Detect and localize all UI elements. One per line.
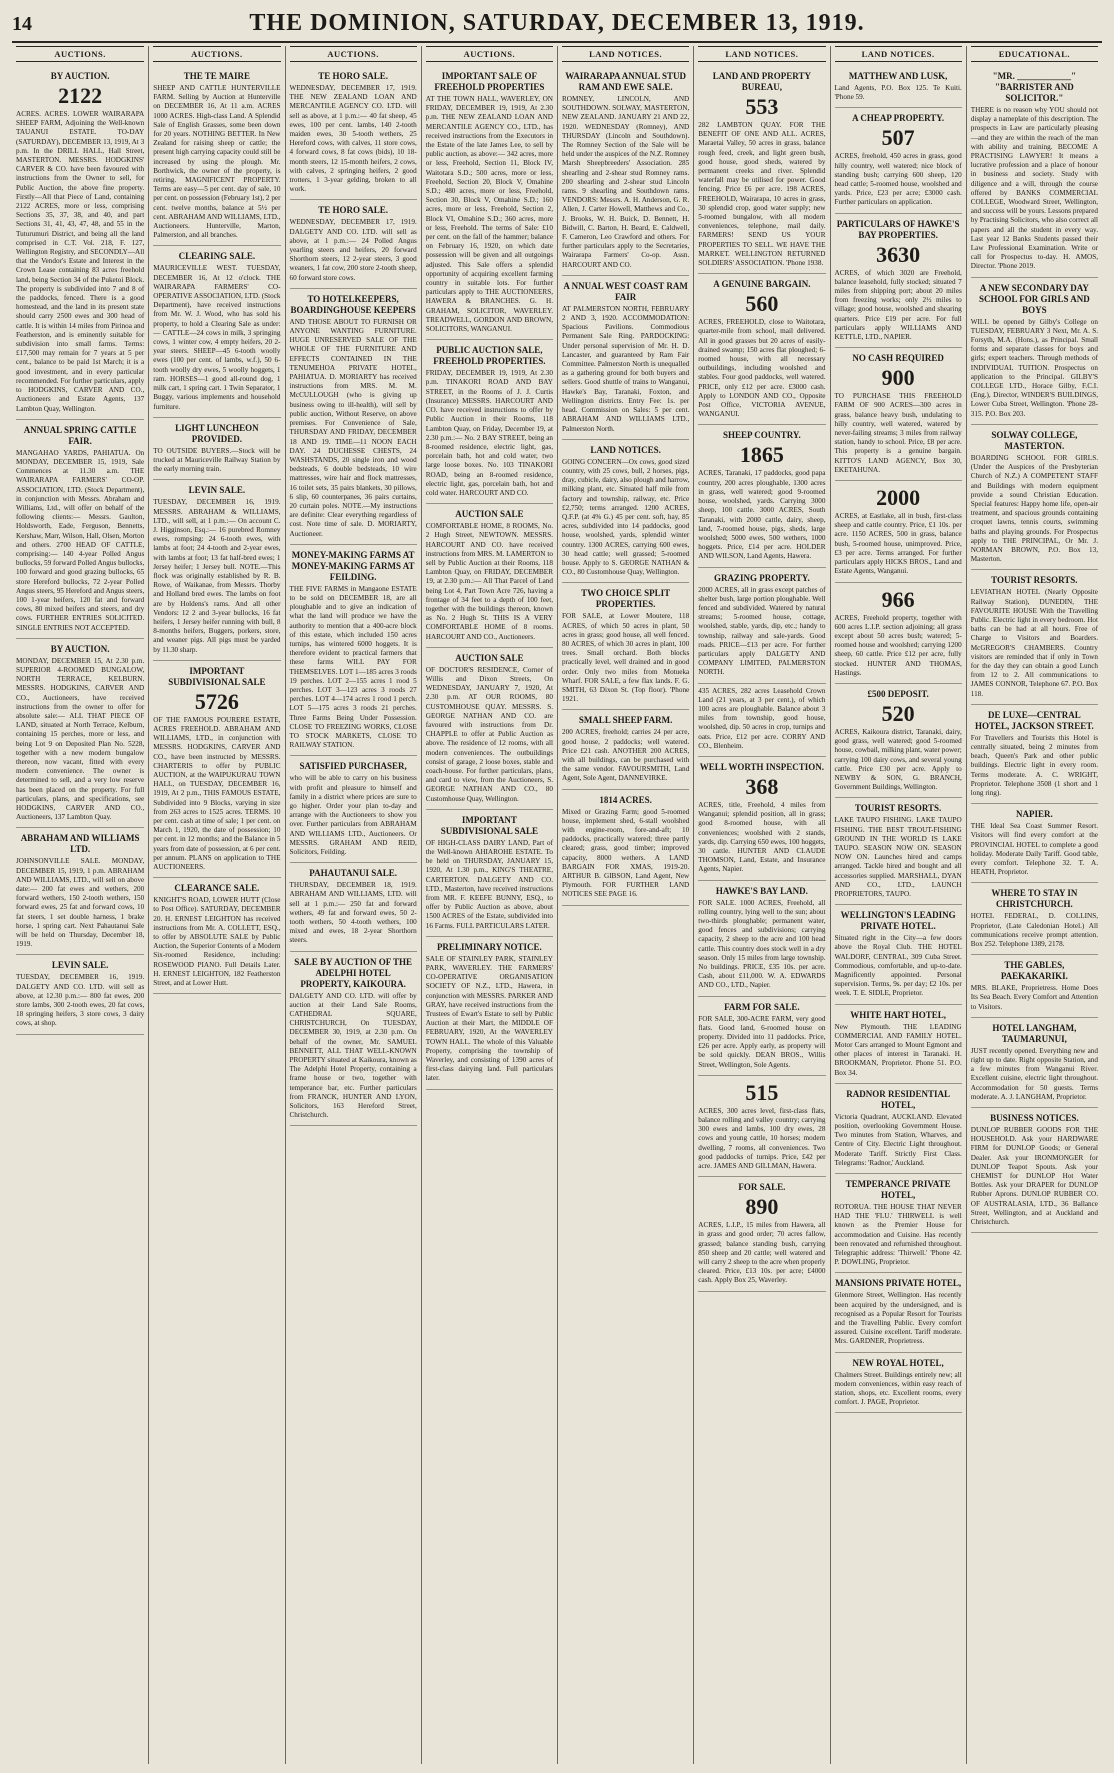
classified-ad: [971, 804, 1098, 883]
newspaper-column: [966, 46, 1102, 1764]
ad-acreage-figure: 507: [881, 125, 915, 151]
ad-body-text: OF DOCTOR'S RESIDENCE, Corner of Willis and Dixon Streets, On WEDNESDAY, JANUARY 7, 1920, At 2.30 p.m. AT OUR ROOMS, 80 CUSTOMHOUSE QUAY. MESSRS. S. GEORGE NATHAN AND CO. are favoured with instructions from Dr. CHAPPLE to offer at Public Auction as above. The residence of 12 rooms, with all modern conveniences. The outbuildings consist of garage, 2 loose boxes, stable and coach-house. For further particulars, plans, and card to view, from the Auctioneers, S. GEORGE NATHAN AND CO., 80 Customhouse Quay, Wellington.: [425, 665, 553, 803]
classified-ad: [835, 214, 962, 349]
classified-ad: [16, 955, 144, 1034]
classified-ad: [426, 340, 553, 504]
ad-headline: THE TE MAIRE: [183, 71, 251, 81]
classified-ad: [426, 648, 553, 810]
ad-body-text: ACRES. ACRES. LOWER WAIRARAPA SHEEP FARM, Adjoining the Well-known TAUANUI ESTATE. TO-DAY (SATURDAY), DECEMBER 13, 1919, At 3 p.m. In the DRILL HALL, Hall Street, MASTERTON. MESSRS. HODGKINS' CARVER & CO. have been favoured with instructions from the Owner to sell, for Public Auction, the above fine property. Firstly—All that Piece of Land, containing 2122 ACRES, more or less, comprising Sections 35, 37, 38, and 40, and part Sections 31, 41, 43, 47, 48, and 55 in the Tuturumuri District, and being all the land comprised in C.T. Vol. 218, F. 127, Wellington Registry, and SECONDLY—All that the Vendor's Estate and Interest in the Crown Lease containing 83 acres freehold land, being Section 34 of the Puketoi Block. The property is subdivided into 7 and 8 of the paddocks, fenced. There is a good homestead, and the land in its present state should carry 2500 ewes and 300 head of cattle. It is within 14 miles from Pirinoa and Featherston, and is eminently suitable for subdivision into small farms. Terms: £17,500 may remain for 7 years at 5 per cent., balance to be paid 1st March; it is a good investment, and in every particular recommended. For further particulars, apply to HODGKINS, CARVER AND CO., Auctioneers and Estate Agents, 137 Lambton Quay, Wellington.: [16, 110, 145, 413]
ad-headline: "MR. ____________" "BARRISTER AND SOLICITOR.": [992, 71, 1077, 103]
column-heading: LAND NOTICES.: [562, 46, 689, 62]
classified-ad: [835, 348, 962, 481]
ad-headline: NEW ROYAL HOTEL,: [852, 1357, 944, 1368]
classified-ad: [153, 878, 280, 994]
ad-headline: BUSINESS NOTICES.: [990, 1113, 1079, 1124]
ad-headline: IMPORTANT SUBDIVISIONAL SALE: [168, 665, 266, 687]
classified-ad: [290, 756, 417, 863]
ad-headline: TO HOTELKEEPERS, BOARDINGHOUSE KEEPERS: [290, 293, 416, 315]
ad-body-text: TUESDAY, DECEMBER 16, 1919. MESSRS. ABRAHAM & WILLIAMS, LTD., will sell, at 1 p.m.:— On account C. J. Higginson, Esq.:— 16 purebred Romney ewes, rompsing: 24 6-tooth ewes, with lambs at foot; 24 4-tooth and 2-year ewes, with lambs at foot; 13 fat half-bred ewes; 1 Jersey heifer; 1 Jersey bull. NOTE.—This flock was originally established by R. B. Rowe, of Waikanae, from Messrs. Thorby and Holland bred ewes. The lambs on foot are by Holdens's rams. And all other Vendors: 12 2 and 3-year bullocks, 16 fat heifers, 1 Jersey heifer running with bull, 8 8-months heifers, Buggers, porkers, store, and weaner pigs. All pigs must be yarded by 11.30 sharp.: [153, 498, 281, 654]
classified-ad: [971, 570, 1098, 704]
ad-body-text: THERE is no reason why YOU should not display a nameplate of this description. The prospects in Law are particularly pleasing—and they are within the reach of the man with ability and training. BECOME A PRACTISING LAWYER! It means a lucrative profession and a place of honour in business and society. Study with diligence and a will, through the course offered by BANKS COMMERCIAL COLLEGE, Woodward Street, Wellington, and success will be yours. Lessons prepared by Practising Solicitors, who also correct all papers and all the student in every way. Last year 12 Banks Students passed their Law Professional Examination. Write or call for Prospectus to-day. H. AMOS, Director. 'Phone 2019.: [970, 106, 1098, 271]
classified-ad: [835, 66, 962, 108]
ad-headline: DE LUXE—CENTRAL HOTEL, JACKSON STREET.: [974, 709, 1094, 731]
ad-headline: SALE BY AUCTION OF THE ADELPHI HOTEL PROPERTY, KAIKOURA.: [294, 956, 412, 989]
ad-acreage-figure: 890: [745, 1194, 779, 1220]
classified-ad: [835, 1353, 962, 1414]
ad-body-text: ACRES, L.I.P., 15 miles from Hawera, all in grass and good order; 70 acres fallow, grassed; balance standing bush, carrying 850 sheep and 20 cattle; well watered and will carry 2 sheep to the acre when properly cleared. Price, £13 10s. per acre; £4000 cash. Apply Box 25, Waverley.: [698, 1221, 826, 1285]
ad-acreage-figure: 900: [881, 365, 915, 391]
classified-ad: [290, 545, 417, 757]
classified-ad: [153, 480, 280, 660]
ad-headline: MANSIONS PRIVATE HOTEL,: [835, 1278, 962, 1289]
classified-ad: [153, 246, 280, 417]
classified-ad: [835, 1273, 962, 1352]
classified-ad: [153, 661, 280, 878]
ad-body-text: FRIDAY, DECEMBER 19, 1919, At 2.30 p.m. TINAKORI ROAD AND BAY STREET, in the Rooms of J. J. Curtis (Insurance) MESSRS. HARCOURT AND CO. have received instructions to offer by Public Auction in their Rooms, 118 Lambton Quay, on Friday, December 19, at 2.30 p.m.:— No. 2 BAY STREET, being an 8-roomed residence, electric light, gas, porcelain bath, hot and cold water, two large loose boxes. No. 103 TINAKORI ROAD, being an 8-roomed residence, electric light, gas, porcelain bath, hot and cold water. HARCOURT AND CO.: [425, 369, 553, 497]
ad-body-text: WILL be opened by Gilby's College on TUESDAY, FEBRUARY 3 Next, Mr. A. S. Forsyth, M.A. (Hons.), as Principal. Small forms and separate classes for boys and girls; expert teachers. Through methods of INDIVIDUAL TUITION. Prospectus on application to the Principal. GILBY'S COLLEGE LTD., Horace Gilby, F.C.I. (Eng.), Director, WINDER'S BUILDINGS, Lower Cuba Street, Wellington. 'Phone 28-315. P.O. Box 203.: [970, 317, 1098, 418]
ad-body-text: SHEEP AND CATTLE HUNTERVILLE FARM. Selling by Auction at Hunterville on DECEMBER 16, At 11 a.m. ACRES 1000 ACRES. High-class Land. A Splendid Sale of English Grasses, some been down for 20 years. NOTHING BETTER. In New Zealand for raising sheep or cattle; the present high carrying capacity could still be increased by using the plough. Mr. Borthwick, the owner of the property, is retiring. MAGNIFICENT PROPERTY. Terms are easy—5 per cent. day of sale, 10 per cent. on possession (February 1st), 2 per cent. twelve months, balance at 5½ per cent. ABRAHAM AND WILLIAMS, LTD., Auctioneers. Hunterville, Marton, Palmerston, and all branches.: [153, 84, 281, 240]
ad-headline: NAPIER.: [1015, 809, 1053, 820]
ad-headline: TE HORO SALE.: [318, 205, 389, 216]
masthead-title: THE DOMINION, SATURDAY, DECEMBER 13, 1919.: [249, 10, 865, 36]
ad-headline: IMPORTANT SUBDIVISIONAL SALE: [440, 814, 539, 836]
ad-headline: WELL WORTH INSPECTION.: [699, 761, 825, 772]
ad-body-text: Chalmers Street. Buildings entirely new; all modern conveniences, within easy reach of station, shops, etc. Excellent rooms, every comfort. J. PAGE, Proprietor.: [834, 1370, 962, 1407]
classified-ad: [971, 66, 1098, 278]
ad-headline: WHITE HART HOTEL,: [850, 1009, 947, 1020]
ad-body-text: FOR SALE, at Lower Moutere, 118 ACRES, of which 50 acres in plant, 50 acres in grass; good house, all well fenced. 80 ACRES, of which 30 acres in plant, 100 trees. Small orchard. Both blocks practically level, well drained and in good order. Only two miles from Motueka Wharf. FOR SALE, a few flax lands. F. G. SMITH, 63 Dixon St. (Top floor). 'Phone 1921.: [562, 612, 690, 704]
classified-ad: [835, 684, 962, 798]
ad-acreage-figure: 1865: [739, 442, 784, 468]
page-number: 14: [12, 13, 32, 35]
classified-ad: [698, 997, 825, 1076]
ad-body-text: ACRES, Freehold property, together with 600 acres L.I.P. section adjoining; all grass except about 50 acres bush; watered; 5-roomed house and woolshed; carrying 1200 sheep, 60 cattle. Price £12 per acre, fully stocked. HUNTER AND THOMAS, Hastings.: [834, 613, 962, 677]
classified-ad: [153, 66, 280, 246]
ad-headline: NO CASH REQUIRED: [852, 353, 944, 364]
classified-ad: [835, 798, 962, 905]
column-heading: EDUCATIONAL.: [971, 46, 1098, 62]
newspaper-column: [830, 46, 966, 1764]
ad-headline: SATISFIED PURCHASER,: [299, 761, 407, 772]
ad-acreage-figure: 515: [745, 1079, 779, 1105]
classified-ad: [971, 425, 1098, 570]
classified-ad: [698, 757, 825, 881]
ad-headline: GRAZING PROPERTY.: [713, 572, 810, 583]
ad-headline: MONEY-MAKING FARMS AT MONEY-MAKING FARMS AT FEILDING.: [291, 549, 415, 582]
ad-body-text: ACRES, title, Freehold, 4 miles from Wanganui; splendid position, all in grass; good 8-roomed house, with all conveniences; woolshed with 2 stands, yards, dip. Carrying 650 ewes, 100 hoggets, 30 cattle. HUNTER AND CLAUDE THOMSON, Land, Estate, and Insurance Agents, Napier.: [698, 800, 826, 874]
ad-headline: TOURIST RESORTS.: [854, 803, 942, 814]
ad-headline: SOLWAY COLLEGE, MASTERTON.: [991, 429, 1078, 451]
ad-headline: PUBLIC AUCTION SALE, FREEHOLD PROPERTIES.: [433, 345, 546, 367]
ad-body-text: THURSDAY, DECEMBER 18, 1919. ABRAHAM AND WILLIAMS, LTD. will sell at 1 p.m.:— 250 fat and forward wethers, 49 fat and forward ewes, 50 2-tooth wethers, 50 4-tooth wethers, 100 mixed and ewes, 18 2-year Shorthorn steers.: [289, 881, 417, 945]
classified-ad: [16, 828, 144, 955]
classified-ad: [153, 418, 280, 481]
ad-body-text: COMFORTABLE HOME, 8 ROOMS, No. 2 Hugh Street, NEWTOWN. MESSRS. HARCOURT AND CO. have received instructions from MRS. M. LAMERTON to sell by Public Auction at their Rooms, 118 Lambton Quay, on FRIDAY, DECEMBER 19, at 2.30 p.m.:— All That Parcel of Land being Lot 4, Part Town Acre 726, having a frontage of 34 feet to a depth of 100 feet, together with the buildings thereon, known as No. 2 Hugh St. THIS IS A VERY COMFORTABLE HOME of 8 rooms. HARCOURT AND CO., Auctioneers.: [425, 522, 553, 641]
classified-ad: [290, 200, 417, 288]
classified-ad: [698, 66, 825, 274]
ad-body-text: WEDNESDAY, DECEMBER 17, 1919. DALGETY AND CO. LTD. will sell as above, at 1 p.m.:— 24 Polled Angus yearling steers and heifers, 20 forward Shorthorn steers, 12 2-year steers, 3 good weaners, 1 fat cow, 200 store 2-tooth sheep, 60 forward store cows.: [289, 218, 417, 282]
classified-ad: [835, 481, 962, 582]
ad-headline: AUCTION SALE: [455, 509, 524, 520]
column-heading: AUCTIONS.: [153, 46, 280, 62]
classified-ad: [971, 955, 1098, 1018]
classified-ad: [698, 1177, 825, 1291]
classified-ad: [562, 790, 689, 906]
ad-acreage-figure: 3630: [876, 241, 921, 267]
classified-ad: [971, 1018, 1098, 1108]
classified-ad: [835, 1174, 962, 1273]
ad-body-text: Situated right in the City—a few doors above the Royal Club. THE HOTEL WALDORF, CENTRAL, 309 Cuba Street. Commodious, comfortable, and up-to-date. Magnificently appointed. Personal supervision. Terms, 9s. per day; £2 10s. per week. T. E. SIDLE, Proprietor.: [834, 934, 962, 998]
ad-body-text: Mixed or Grazing Farm; good 5-roomed house, implement shed, 6-stall woolshed with engine-room, fore-and-aft; 10 paddocks, practically watered; three partly cleared; grass, good timber; improved capacity, 8000 wethers. A LAND BARGAIN FOR XMAS, 1919-20. ARTHUR B. GIBSON, Land Agent, New Plymouth. FOR FURTHER LAND NOTICES SEE PAGE 16.: [562, 807, 690, 899]
column-heading: AUCTIONS.: [290, 46, 417, 62]
ad-headline: FOR SALE.: [738, 1182, 786, 1193]
ad-headline: £500 DEPOSIT.: [867, 688, 929, 699]
ad-headline: LAND AND PROPERTY BUREAU,: [712, 71, 811, 92]
classified-ad: [562, 66, 689, 276]
ad-headline: A CHEAP PROPERTY.: [852, 113, 945, 124]
classified-ad: [835, 905, 962, 1004]
classified-ad: [698, 568, 825, 684]
classified-ad: [290, 863, 417, 951]
ad-headline: WHERE TO STAY IN CHRISTCHURCH.: [991, 888, 1078, 910]
newspaper-column: [557, 46, 693, 1764]
ad-body-text: ACRES, at Eastlake, all in bush, first-class sheep and cattle country. Price, £1 10s. per acre. 1150 ACRES, 500 in grass, balance bush, 5-roomed house, unimproved. Price, £3 per acre. Terms arranged. For further particulars apply HICKS BROS., Land and Estate Agents, Wanganui.: [834, 512, 962, 576]
ad-headline: CLEARANCE SALE.: [174, 883, 260, 894]
classified-ad: [835, 108, 962, 213]
ad-body-text: ACRES, freehold, 450 acres in grass, good hilly country, well watered; nice block of standing bush; carrying 600 sheep, 120 head cattle; 5-roomed house, woolshed and yards. Price, £23 per acre; £3000 cash. Further particulars on application.: [834, 152, 962, 207]
ad-acreage-figure: 2122: [58, 83, 103, 108]
classified-ad: [835, 583, 962, 684]
ad-headline: ANNUAL SPRING CATTLE FAIR.: [23, 424, 137, 446]
ad-body-text: TUESDAY, DECEMBER 16, 1919. DALGETY AND CO. LTD. will sell as above, at 12.30 p.m.:— 800 fat ewes, 200 store lambs, 300 2-tooth ewes, 20 fat cows, 18 springing heifers, 3 store cows, 3 dairy cows, at shop.: [16, 973, 145, 1028]
ad-body-text: Victoria Quadrant, AUCKLAND. Elevated position, overlooking Government House. Two minutes from Station, Wharves, and Centre of City. Electric Light throughout. Moderate Tariff. Strictly First Class. Telegrams: 'Radnor,' Auckland.: [834, 1112, 962, 1167]
classified-ad: [290, 66, 417, 200]
classified-ad: [971, 278, 1098, 425]
ad-headline: IMPORTANT SALE OF FREEHOLD PROPERTIES: [434, 71, 545, 92]
ad-body-text: DUNLOP RUBBER GOODS FOR THE HOUSEHOLD. Ask your HARDWARE FIRM for DUNLOP Goods; or General Dealer. Ask your IRONMONGER for DUNLOP Teapot Spouts. Ask your CHEMIST for DUNLOP Hot Water Bottles. Ask your DRAPER for DUNLOP Rubber Aprons. DUNLOP RUBBER CO. OF AUSTRALASIA, LTD., 36 Ballance Street, Wellington, and at Auckland and Christchurch.: [970, 1126, 1098, 1227]
column-heading: LAND NOTICES.: [698, 46, 825, 62]
ad-headline: SHEEP COUNTRY.: [722, 430, 801, 441]
ad-headline: FARM FOR SALE.: [724, 1001, 800, 1012]
ad-headline: HAWKE'S BAY LAND.: [715, 885, 808, 896]
ad-body-text: SALE OF STAINLEY PARK, STAINLEY PARK, WAVERLEY. THE FARMERS' CO-OPERATIVE ORGANISATION SOCIETY OF N.Z., LTD., Hawera, in conjunction with MESSRS. PARKER AND GRAY, have received instructions from the Trustees of Ewart's Estate to sell by Public Auction at their Mart, the MIDDLE OF FEBRUARY, 1920, At the WAVERLEY TOWN HALL. The whole of this Valuable Property, comprising the township of Waverley, and consisting of 1390 acres of first-class dairying land. Full particulars later.: [425, 954, 553, 1083]
ad-body-text: LEVIATHAN HOTEL (Nearly Opposite Railway Station), DUNEDIN, THE FAVOURITE HOUSE With the Travelling Public. Electric light in every bedroom. Hot baths can be had at all hours. Free of Charge to Visitors and Boarders. McGREGOR'S CHAMBERS. Country visitors are reminded that if only in Town for the day they can obtain a good Lunch from 12 to 2. All communications to JAMES CONNOR, Telephone 67. P.O. Box 118.: [970, 588, 1098, 698]
ad-headline: LEVIN SALE.: [188, 485, 246, 496]
ad-body-text: AND THOSE ABOUT TO FURNISH OR ANYONE WANTING FURNITURE. HUGE UNRESERVED SALE OF THE WHOLE OF THE FURNITURE AND EFFECTS CONTAINED IN THE TENUMEHOA PRIVATE HOTEL, PAHIATUA. D. MORIARTY has received instructions from MRS. M. M. McCULLOUGH (who is giving up business owing to ill-health), will sell by public auction, Without Reserve, on above premises. For Convenience of Sale, THURSDAY AND FRIDAY, DECEMBER 18 AND 19. TIME—11 NOON EACH DAY. 24 DUCHESSE CHESTS, 24 WASHSTANDS, 20 single iron and wood bedsteads, 6 double bedsteads, 10 wire mattresses, wire hair and flock mattresses, 16 toilet sets, 35 pairs blankets, 30 pillows, 6 slip, 60 counterpanes, 36 pairs curtains, 20 curtain poles. NOTE.—My instructions are definite: Clear everything regardless of cost. Note time of sale. D. MORIARTY, Auctioneer.: [289, 317, 417, 538]
ad-headline: LIGHT LUNCHEON PROVIDED.: [175, 422, 259, 444]
ad-body-text: GOING CONCERN—Ox cows, good sized country, with 25 cows, bull, 2 horses, pigs, dray, cubicle, dairy, also plough and harrow, milking plant, etc. Situated half mile from factory and township, railway, etc. Price £2,750; terms arranged. 1200 ACRES, Q.F.P. (at 4% G.) 45 per cent. soft, hay, 85 acres, subdivided into 14 paddocks, good house, woolshed, yards, splendid winter country. 1300 ACRES, carrying 600 ewes, 30 head cattle; well grassed; 5-roomed house. Apply to S. GEORGE NATHAN & CO., 80 Customhouse Quay, Wellington.: [562, 457, 690, 577]
ad-body-text: AT PALMERSTON NORTH, FEBRUARY 2 AND 3, 1920. ACCOMMODATION: Spacious Pavilions. Commodious Permanent Sale Ring. PARDOCKING: Under personal supervision of Mr. H. D. Lancaster, and guaranteed by Ram Fair Committee. Palmerston North is unequalled as a gathering ground for both buyers and sellers. Good shuttle of trains to Wanganui, Hawke's Bay, Taranaki, Foxton, and Wellington districts. Entry Fee: 1s. per head. Commission on Sales: 5 per cent. ABRAHAM AND WILLIAMS LTD., Palmerston North.: [562, 304, 690, 433]
ad-acreage-figure: 966: [881, 586, 915, 612]
ad-body-text: AT THE TOWN HALL, WAVERLEY, ON FRIDAY, DECEMBER 19, 1919, At 2.30 p.m. THE NEW ZEALAND LOAN AND MERCANTILE AGENCY CO., LTD., has received instructions from the Executors in the Estate of the late James Lee, to sell by public auction, as above:— 342 acres, more or less, Freehold, Section 11, Block IV, Waitotara S.D.; 500 acres, more or less, Freehold, Section 20, Block V, Omahine S.D.; 480 acres, more or less, Freehold, Section 30, Block V, Omahine S.D.; 160 acres, more or less, Freehold, Section 2, Block VI, Omahine S.D.; 360 acres, more or less, Freehold. The terms of Sale: £10 per cent. on the fall of the hammer; balance on February 16, 1920, on which date possession will be given and all outgoings adjusted. This Sale offers a splendid opportunity of acquiring excellent farming country in suitable lots. For further particulars apply to THE AUCTIONEERS, HAWERA & BRANCHES. G. H. GRAHAM, SOLICITOR, WAVERLEY. TREADWELL, GORDON AND BROWN, SOLICITORS, WANGANUI.: [425, 95, 553, 334]
ad-headline: THE GABLES, PAEKAKARIKI.: [1000, 960, 1068, 982]
ad-body-text: New Plymouth. THE LEADING COMMERCIAL AND FAMILY HOTEL. Motor Cars arranged to Mount Egmont and other places of interest in Taranaki. H. BROOKMAN, Proprietor. Phone 51. P.O. Box 34.: [834, 1022, 962, 1077]
ad-headline: TWO CHOICE SPLIT PROPERTIES.: [581, 588, 671, 610]
ad-body-text: ACRES, FREEHOLD, close to Waitotara, quarter-mile from school, mail delivered. All in good grasses but 20 acres of easily-drained swamp; 150 acres flat ploughed; 6-roomed house, with all necessary outbuildings, including woolshed and stables. Four good paddocks, well watered. PRICE, only £12 per acre. £3000 cash. Apply to LONDON AND CO., Opposite Post Office, VICTORIA AVENUE, WANGANUI.: [698, 318, 826, 419]
classified-ad: [562, 710, 689, 789]
ad-acreage-figure: 368: [745, 773, 779, 799]
classified-ad: [426, 504, 553, 648]
ad-headline: A GENUINE BARGAIN.: [713, 279, 811, 290]
ad-headline: ABRAHAM AND WILLIAMS LTD.: [20, 833, 140, 855]
masthead: [12, 10, 1102, 43]
ad-body-text: who will be able to carry on his business with profit and pleasure to himself and family in a district where prices are sure to go higher. Order your plan to-day and arrange with the Auctioneers to show you over. Further particulars from ABRAHAM AND WILLIAMS LTD., Auctioneers. Or MESSRS. GRAHAM AND REID, Solicitors, Feilding.: [289, 774, 417, 857]
ad-body-text: ACRES, Taranaki, 17 paddocks, good papa country, 200 acres ploughable, 1300 acres in grass, well watered; good 9-roomed house, woolshed, yards. Carrying 3000 sheep, 100 cattle. 3000 ACRES, South Taranaki, with 2000 cattle, dairy, sheep, land, 7-roomed house, pigs, sheds, large woolshed; 5000 ewes, 500 wethers, 1000 hoggets. Price, £14 per acre. HOLDER AND WILSON, Land Agents, Hawera.: [698, 469, 826, 561]
classified-ad: [698, 881, 825, 997]
ad-headline: TE HORO SALE.: [318, 71, 389, 81]
ad-body-text: WEDNESDAY, DECEMBER 17, 1919. THE NEW ZEALAND LOAN AND MERCANTILE AGENCY CO. LTD. will sell as above, at 1 p.m.:— 40 fat sheep, 45 ewes, 100 per cent. lambs, 140 2-tooth maiden ewes, 30 5-tooth wethers, 25 Hereford cows, with calves, 11 store cows, 4 forward cows, 8 fat cows (bids), 10 18-month steers, 12 15-month heifers, 2 cows, with calves, 2 springing heifers, 2 good trotters, 1 3-year gelding, broken to all work.: [289, 84, 417, 194]
ad-body-text: OF HIGH-CLASS DAIRY LAND, Part of the Well-known AHIAROHE ESTATE. To be held on THURSDAY, JANUARY 15, 1920, At 1.30 p.m., KING'S THEATRE, CARTERTON. DALGETY AND CO. LTD., Masterton, have received instructions from MR. F. KEEFE BUNNY, ESQ., to offer by Public Auction as above, about 1500 ACRES of the Estate, subdivided into 16 Farms. FULL PARTICULARS LATER.: [425, 838, 553, 930]
classified-ad: [698, 425, 825, 567]
newspaper-column: [148, 46, 284, 1764]
ad-body-text: MRS. BLAKE, Proprietress. Home Does Its Sea Beach. Every Comfort and Attention to Visitors.: [970, 984, 1098, 1011]
classified-ad: [426, 810, 553, 937]
ad-body-text: THE FIVE FARMS in Mangaone ESTATE to be sold on DECEMBER 18, are all ploughable and to give an indication of what the land will produce we have the authority to mention that a 400-acre block of this estate, which included 150 acres turnips, has wintered 6000 hoggets. It is therefore evident to practical farmers that these farms WILL PAY FOR THEMSELVES. LOT 1—185 acres 3 roods 19 perches. LOT 2—155 acres 1 rood 5 perches. LOT 3—123 acres 3 roods 27 perches. LOT 4—174 acres 1 rood 1 perch. LOT 5—175 acres 3 roods 21 perches. Three Farms Being Under Possession. CLOSE TO FREEZING WORKS, CLOSE TO STOCK MARKETS, CLOSE TO RAILWAY STATION.: [289, 584, 417, 750]
ad-body-text: JOHNSONVILLE SALE. MONDAY, DECEMBER 15, 1919, 1 p.m. ABRAHAM AND WILLIAMS, LTD., will sell on above date:— 200 fat ewes and wethers, 200 forward wethers, 150 2-tooth wethers, 150 forward ewes, 25 fat and forward cows, 10 fat steers, 1 set double harness, 1 brake horse, 1 spring cart. Next Pahautanui Sale will be held on Thursday, December 18, 1919.: [16, 857, 145, 949]
ad-headline: 1814 ACRES.: [599, 794, 652, 805]
ad-headline: BY AUCTION.: [50, 71, 110, 81]
ad-headline: MATTHEW AND LUSK,: [848, 71, 948, 81]
newspaper-column: [285, 46, 421, 1764]
classified-ad: [698, 274, 825, 425]
classified-ad: [562, 583, 689, 710]
ad-headline: AUCTION SALE: [455, 652, 524, 663]
classified-ad: [16, 66, 144, 420]
ad-body-text: OF THE FAMOUS POURERE ESTATE, ACRES FREEHOLD. ABRAHAM AND WILLIAMS, LTD., in conjunction with MESSRS. HODGKINS, CARVER AND CO., have been instructed by MESSRS. CHARTERIS to offer by PUBLIC AUCTION, at the WAIPUKURAU TOWN HALL, on TUESDAY, DECEMBER 16, 1919, At 2 p.m., THIS FAMOUS ESTATE, Subdivided into 9 Blocks, varying in size from 263 acres to 1525 acres. TERMS. 10 per cent. cash at time of sale; 1 per cent. on March 1, 1920, the date of possession; 10 per cent. in 12 months; and the Balance in 5 years from date of possession, at 6 per cent. per annum. PLANS on application to THE AUCTIONEERS.: [153, 715, 281, 872]
classified-ad: [971, 705, 1098, 804]
ad-headline: LAND NOTICES.: [590, 444, 661, 455]
ad-body-text: ACRES, 300 acres level, first-class flats, balance rolling and valley country; carrying 300 ewes and lambs, 100 dry ewes, 28 cows and young cattle, 10 horses; modern dwelling, 7 rooms, all conveniences. Two good paddocks of turnips. Price, £42 per acre. JAMES AND GILLMAN, Hawera.: [698, 1106, 826, 1171]
ad-body-text: JUST recently opened. Everything new and right up to date. Right opposite Station, and a few minutes from Wanganui River. Excellent cuisine, electric light throughout. Accommodation for 50 guests. Terms moderate. A. J. LANGHAM, Proprietor.: [970, 1046, 1098, 1101]
newspaper-column: [12, 46, 148, 1764]
ad-headline: TOURIST RESORTS.: [991, 575, 1078, 586]
ad-headline: RADNOR RESIDENTIAL HOTEL,: [846, 1088, 951, 1110]
ad-headline: WAIRARAPA ANNUAL STUD RAM AND EWE SALE.: [565, 71, 687, 92]
ad-body-text: 282 LAMBTON QUAY. FOR THE BENEFIT OF ONE AND ALL. ACRES, Maraetai Valley, 50 acres in grass, balance rough feed, creek, and light green bush, good house, good sheds, watered by permanent creeks and river. Splendid waterfall may be utilised for power. Good fencing. Price £6 per acre. 198 ACRES, FREEHOLD, Wairarapa, 10 acres in grass, 30 splendid crop, good water supply; new 5-roomed bungalow, with all modern conveniences, telephone, mail daily. FARMERS! SEND US YOUR PROPERTIES TO SELL. WE HAVE THE MARKET. WELLINGTON RETURNED SOLDIERS' ASSOCIATION. 'Phone 1938.: [698, 121, 826, 268]
ad-acreage-figure: 520: [881, 700, 915, 726]
ad-body-text: TO PURCHASE THIS FREEHOLD FARM OF 900 ACRES—300 acres in grass, balance heavy bush, undulating to hilly country, well watered, watered by never-failing streams; 3 miles from railway station, handy to school. Price, £8 per acre. This property is a genuine bargain. KITTO'S LAND AGENCY, Box 30, EKETAHUNA.: [834, 392, 962, 474]
classified-ad: [562, 440, 689, 584]
ad-headline: TEMPERANCE PRIVATE HOTEL,: [845, 1179, 951, 1201]
ad-body-text: 200 ACRES, freehold; carries 24 per acre, good house, 2 paddocks; well watered. Price £21 cash. ANOTHER 200 ACRES, with all buildings, can be purchased with the same vendor. FAVOURSMITH, Land Agent, Sole Agent, DANNEVIRKE.: [562, 728, 690, 783]
ad-headline: A NNUAL WEST COAST RAM FAIR: [563, 280, 688, 302]
classified-ad: [698, 684, 825, 757]
classified-ad: [426, 937, 553, 1090]
ad-body-text: MONDAY, DECEMBER 15, At 2.30 p.m. SUPERIOR 4-ROOMED BUNGALOW, NORTH TERRACE, KELBURN. MESSRS. HODGKINS, CARVER AND CO., Auctioneers, have received instructions from the owner to offer for absolute sale:— ALL THAT PIECE OF LAND, situated at North Terrace, Kelburn, containing 15 perches, more or less, and being Lot 9 on Deposited Plan No. 5228, together with a new modern bungalow thereon, now vacant, fitted with every modern convenience. The owner is determined to sell, and a very low reserve has been placed on the property. For full particulars, plans, and specifications, see HODGKINS, CARVER AND CO., Auctioneers, 137 Lambton Quay.: [16, 656, 145, 822]
ad-body-text: DALGETY AND CO. LTD. will offer by auction at their Land Sale Rooms, CATHEDRAL SQUARE, CHRISTCHURCH, On TUESDAY, DECEMBER 30, 1919, at 2.30 p.m. On behalf of the owner, Mr. SAMUEL BENNETT, ALL THAT WELL-KNOWN PROPERTY situated at Kaikoura, known as The Adelphi Hotel Property, containing a frame house or two, together with temperance bar, etc. Further particulars from FRANCK, HUNTER AND LYON, Solicitors, 163 Hereford Street, Christchurch.: [289, 991, 417, 1120]
ad-body-text: Land Agents, P.O. Box 125. Te Kuiti. 'Phone 59.: [834, 84, 962, 102]
ad-body-text: For Travellers and Tourists this Hotel is centrally situated, being 2 minutes from beach, Queen's Park and other public buildings. Electric light in every room. Terms moderate. A. C. WRIGHT, Proprietor. Telephone 3508 (1 short and 1 long ring).: [970, 733, 1098, 797]
classified-ad: [971, 883, 1098, 955]
ad-body-text: MAURICEVILLE WEST. TUESDAY, DECEMBER 16, At 12 o'clock. THE WAIRARAPA FARMERS' CO-OPERATIVE ASSOCIATION, LTD. (Stock Department), have received instructions from Mr. W. J. Wood, who has sold his property, to hold a Clearing Sale as under:— CATTLE—24 cows in milk, 3 springing cows, 1 winter cow, 4 empty heifers, 20 2-year steers. SHEEP—45 6-tooth woolly ewes (100 per cent. of lambs, w.f.), 50 6-tooth woolly dry ewes, 5 woolly hoggets, 1 ram. HORSES—1 good all-round dog, 1 milk cart, 1 spring cart. 1 Twin Separator, 1 Buggy, various implements and household furniture.: [153, 264, 281, 411]
ad-body-text: MANGAHAO YARDS, PAHIATUA. On MONDAY, DECEMBER 15, 1919, Sale Commences at 11.30 a.m. THE WAIRARAPA FARMERS' CO-OP. ASSOCIATION, LTD. (Stock Department), in conjunction with Messrs. Abraham and Williams, Ltd., will offer on behalf of the following clients:— Messrs. Gaulton, Holdsworth, Eade, Ferguson, Bennetts, Kershaw, Marr, Wilson, Hall, Olsen, Morton and others. 2700 HEAD OF CATTLE, comprising:— 140 4-year Polled Angus bullocks, 59 forward Polled Angus bullocks, 100 forward and good grazing bullocks, 65 store Hereford bullocks, 72 2-year Polled Angus steers, 95 Hereford and Angus steers, 100 1-year heifers, 120 fat and forward cows, 80 mixed heifers and steers, and dry cows. FURTHER ENTRIES SOLICITED. SINGLE ENTRIES NOT ACCEPTED.: [16, 448, 145, 632]
ad-body-text: LAKE TAUPO FISHING. LAKE TAUPO FISHING. THE BEST TROUT-FISHING GROUND IN THE WORLD IS LAKE TAUPO. SEASON NOW ON. SEASON NOW ON. Launches hired and camps arranged. Tackle hired and bought and all accessories supplied. MARSHALL, DYAN AND CO., LTD., LAUNCH PROPRIETORS, TAUPO.: [834, 816, 962, 898]
classified-ad: [16, 639, 144, 829]
classified-ad: [290, 952, 417, 1127]
ad-headline: SMALL SHEEP FARM.: [578, 715, 673, 726]
column-heading: AUCTIONS.: [426, 46, 553, 62]
ad-headline: WELLINGTON'S LEADING PRIVATE HOTEL.: [840, 910, 956, 932]
ad-body-text: 435 ACRES, 282 acres Leasehold Crown Land (21 years, at 3 per cent.), of which 100 acres are ploughable. Balance about 3 miles from township, good house, woolshed, dip. 50 acres in crop, turnips and oats. Price, £12 per acre. CORRY AND CO., Blenheim.: [698, 686, 826, 750]
column-heading: AUCTIONS.: [16, 46, 144, 62]
ad-body-text: ROMNEY, LINCOLN, AND SOUTHDOWN. SOLWAY, MASTERTON, NEW ZEALAND. JANUARY 21 AND 22, 1920. WEDNESDAY (Romney), AND THURSDAY (Lincoln and Southdown). The Romney Section of the Sale will be held under the auspices of the N.Z. Romney Marsh Sheepbreeders' Association. 285 shearling and 2-shear stud Romney rams. 200 shearling and 2-shear stud Lincoln rams. 9 shearling and Southdown rams. VENDORS: Messrs. A. H. Anderson, G. R. Allen, J. Carter Howell, Matthews and Co., J. Brooks, W. H. Buick, D. Bennett, H. Bidwill, C. Barton, H. Beard, E. Caldwell, F. Cameron, Leo Crawford and others. For further particulars apply to the Secretaries, Wairarapa Farmers' Co-op. Assn. HARCOURT AND CO.: [562, 95, 690, 269]
ad-body-text: ACRES, of which 3020 are Freehold, balance leasehold, fully stocked; situated 7 miles from shipping port; about 20 miles from freezing works; only 2½ miles to village; good house, woolshed and shearing quarters. Price £19 per acre. For full particulars apply WILLIAMS AND KETTLE, LTD., NAPIER.: [834, 268, 962, 342]
ad-headline: HOTEL LANGHAM, TAUMARUNUI,: [992, 1022, 1077, 1044]
ad-headline: PRELIMINARY NOTICE.: [436, 941, 542, 952]
ad-body-text: FOR SALE, 300-ACRE FARM, very good flats. Good land, 6-roomed house on property. Divided into 11 paddocks. Price, £26 per acre. Apply early, as property will be sold quickly. DEAN BROS., Willis Street, Wellington, Sole Agents.: [698, 1014, 826, 1069]
classified-ad: [16, 420, 144, 639]
ad-body-text: THE Ideal Sea Coast Summer Resort. Visitors will find every comfort at the PROVINCIAL HOTEL to complete a good holiday. Moderate Daily Tariff. Good table, every comfort. Telephone 32. T. A. HEATH, Proprietor.: [970, 822, 1098, 877]
ad-body-text: ACRES, Kaikoura district, Taranaki, dairy, good grass, well watered; good 5-roomed house, cowbail, milking plant, water power; carrying 100 dairy cows, and several young cattle. Price £30 per acre. Apply to NEWBY & SON, G. BRANCH, Government Buildings, Wellington.: [834, 727, 962, 792]
classified-ad: [290, 289, 417, 545]
ad-headline: BY AUCTION.: [50, 643, 110, 654]
ad-acreage-figure: 560: [745, 291, 779, 317]
ad-headline: A NEW SECONDARY DAY SCHOOL FOR GIRLS AND BOYS: [978, 282, 1090, 315]
columns-container: [12, 46, 1102, 1764]
ad-headline: PAHAUTANUI SALE.: [309, 868, 397, 879]
classified-ad: [426, 66, 553, 340]
ad-body-text: TO OUTSIDE BUYERS.—Stock will be trucked at Mauriceville Railway Station by the early morning train.: [153, 446, 281, 474]
ad-acreage-figure: 5726: [194, 688, 239, 714]
classified-ad: [971, 1108, 1098, 1233]
classified-ad: [562, 276, 689, 440]
ad-body-text: 2000 ACRES, all in grass except patches of shelter bush, large portion ploughable. Well fenced and subdivided. Watered by natural streams; 5-roomed house, cottage, woolshed, stable, yards, dip, etc.; handy to township, railway and sale-yards. Good roads. PRICE—£13 per acre. For further particulars apply DALGETY AND COMPANY LIMITED, PALMERSTON NORTH.: [698, 585, 826, 677]
column-heading: LAND NOTICES.: [835, 46, 962, 62]
ad-body-text: Glenmore Street, Wellington. Has recently been acquired by the undersigned, and is recognised as a Popular Resort for Tourists and the Travelling Public. Every comfort assured. Cuisine excellent. Tariff moderate. Mrs. GARDNER, Proprietress.: [834, 1291, 962, 1346]
ad-body-text: HOTEL FEDERAL, D. COLLINS, Proprietor, (Late Caledonian Hotel.) All communications receive prompt attention. Box 252. Telephone 1389, 2178.: [970, 912, 1098, 949]
ad-body-text: BOARDING SCHOOL FOR GIRLS. (Under the Auspices of the Presbyterian Church of N.Z.) A COMPETENT STAFF and Buildings with modern equipment provide a sound Christian Education. Special features: Happy home life, open-air treatment, and spacious grounds containing croquet lawns, tennis courts, swimming baths and playing grounds. For Prospectus apply to THE PRINCIPAL, Or Mr. J. NORMAN BROWN, P.O. Box 13, Masterton.: [970, 453, 1098, 564]
classified-ad: [835, 1084, 962, 1174]
ad-headline: PARTICULARS OF HAWKE'S BAY PROPERTIES.: [836, 218, 960, 240]
ad-body-text: KNIGHT'S ROAD, LOWER HUTT (Close to Post Office). SATURDAY, DECEMBER 20. H. ERNEST LEIGHTON has received instructions from Mr. A. COLLETT, ESQ., to offer by ABSOLUTE SALE by Public Auction, the Superior Contents of a Modern Six-roomed Residence, including: ROSEWOOD PIANO. Full Details Later. H. ERNEST LEIGHTON, 182 Featherston Street, and at Lower Hutt.: [153, 896, 281, 988]
classified-ad: [835, 1005, 962, 1084]
newspaper-column: [421, 46, 557, 1764]
ad-body-text: FOR SALE. 1000 ACRES, Freehold, all rolling country, lying well to the sun; about two-thirds ploughable; permanent water, good fences and subdivisions; carrying capacity, 2 sheep to the acre and 100 head cattle. This country does stock well in a dry season. Only 15 miles from large township. No buildings. PRICE, £35 10s. per acre. Cash, about £11,000. W. A. EDWARDS AND CO., LTD., Napier.: [698, 898, 826, 990]
ad-acreage-figure: 2000: [876, 485, 921, 511]
ad-body-text: ROTORUA. THE HOUSE THAT NEVER HAD THE 'FLU.' THIRWELL is well known as the Premier House for accommodation and Cuisine. Has recently been renovated and refurnished throughout. Telegraphic address: 'Thirwell.' 'Phone 42. P. DOWLING, Proprietor.: [834, 1203, 962, 1267]
ad-headline: CLEARING SALE.: [178, 251, 256, 262]
newspaper-column: [693, 46, 829, 1764]
classified-ad: [698, 1076, 825, 1177]
ad-acreage-figure: 553: [745, 94, 779, 119]
ad-headline: LEVIN SALE.: [51, 960, 109, 971]
